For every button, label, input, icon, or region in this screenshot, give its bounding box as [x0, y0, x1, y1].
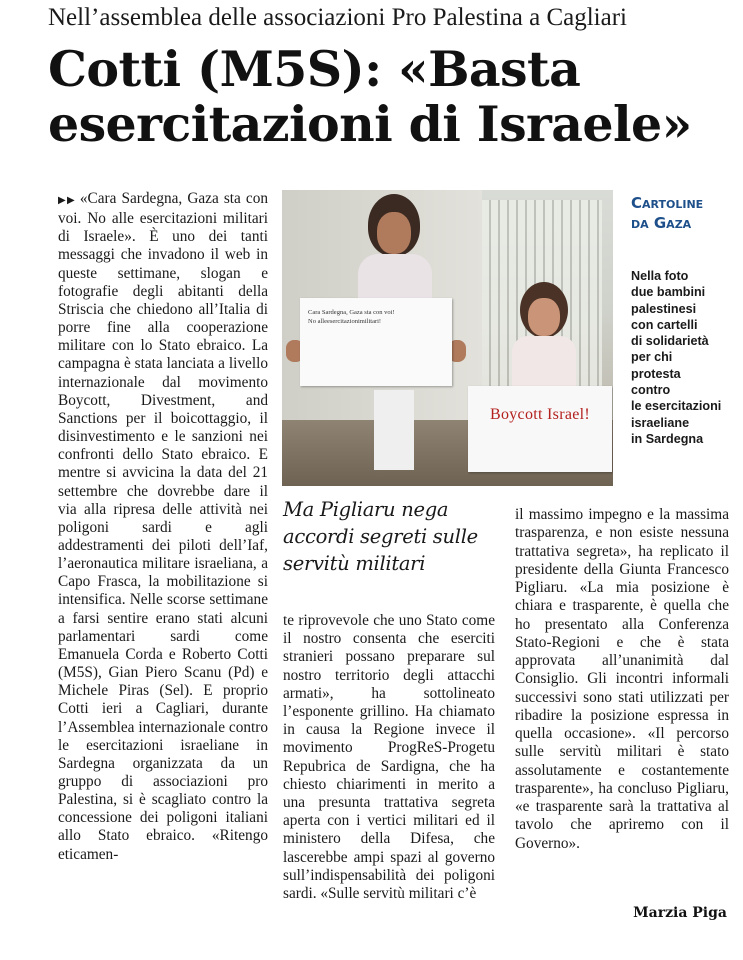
caption-line: israeliane: [631, 415, 690, 430]
headline-line-1: Cotti (M5S): «Basta: [48, 40, 581, 98]
column-1-text: «Cara Sardegna, Gaza sta con voi. No alle esercitazioni militari di Israele». È uno dei tanti messaggi che invadono il web in queste settimane, slogan e fotografie degli abitanti della Striscia che chiedono all’Italia di porre fine alla cooperazione militare con lo Stato ebraico. La campagna è stata lanciata a livello internazionale dal movimento Boycott, Divestment, and Sanctions per il boicottaggio, il disinvestimento e le sanzioni nei confronti dello Stato ebraico. E mentre si avvicina la data del 21 settembre che dovrebbe dare il via alla ripresa delle attività nei poligoni sardi e agli addestramenti dei piloti dell’Iaf, l’aeronautica militare israeliana, a Capo Frasca, la mobilitazione si intensifica. Nelle scorse settimane a farsi sentire erano stati alcuni parlamentari sardi come Emanuela Corda e Roberto Cotti (M5S), Gian Piero Scanu (Pd) e Michele Piras (Sel). E proprio Cotti ieri a Cagliari, durante l’Assemblea internazionale contro le esercitazioni israeliane in Sardegna organizzata da un gruppo di associazioni pro Palestina, si è scagliato contro la concessione dei poligoni italiani allo Stato ebraico. «Ritengo eticamen-: [58, 190, 268, 863]
article-headline: [48, 42, 738, 152]
article-column-3: il massimo impegno e la massima trasparenza, e non esiste nessuna trattativa segreta», ha replicato il presidente della Giunta Francesco Pigliaru. «La mia posizione è chiara e trasparente, è quella che ho presentato alla Conferenza Stato-Regioni e che è stata approvata all’unanimità dal Consiglio. Gli incontri informali successivi sono stati utilizzati per ribadire la posizione espressa in quella occasione». «Il percorso sulle servitù militari è stato assolutamente e costantemente trasparente», ha concluso Pigliaru, «e trasparente sarà la trattativa al tavolo che apriremo con il Governo».: [515, 506, 729, 852]
sign-boycott: [468, 386, 612, 472]
sidebar-title: [631, 193, 731, 233]
caption-line: le esercitazioni: [631, 399, 722, 414]
caption-line: contro: [631, 383, 671, 398]
double-arrow-icon: ▶▶: [58, 195, 76, 206]
sign-gaza-line-2: No alleesercitazionimilitari!: [308, 318, 382, 325]
caption-line: per chi: [631, 350, 673, 365]
caption-line: con cartelli: [631, 317, 698, 332]
child-2-face: [528, 298, 560, 336]
sidebar-title-line-2: da Gaza: [631, 214, 692, 232]
caption-line: di solidarietà: [631, 334, 709, 349]
sidebar-title-line-1: Cartoline: [631, 194, 704, 212]
caption-line: in Sardegna: [631, 431, 704, 446]
caption-line: palestinesi: [631, 301, 697, 316]
caption-line: Nella foto: [631, 269, 689, 283]
photo-caption: [631, 268, 736, 447]
headline-line-2: esercitazioni di Israele»: [48, 95, 692, 153]
sign-gaza: [300, 298, 452, 386]
article-kicker: Nell’assemblea delle associazioni Pro Palestina a Cagliari: [48, 4, 627, 31]
article-column-1: [58, 190, 268, 864]
child-1-face: [377, 212, 411, 254]
article-byline: Marzia Piga: [633, 905, 727, 921]
article-subhead: Ma Pigliaru nega accordi segreti sulle servitù militari: [283, 498, 478, 575]
caption-line: protesta: [631, 366, 681, 381]
article-column-2: te riprovevole che uno Stato come il nostro consenta che eserciti stranieri possano preparare sul nostro territorio degli attacchi armati», ha sottolineato l’esponente grillino. Ha chiamato in causa la Regione invece il movimento ProgReS-Progetu Repubrica de Sardigna, che ha chiesto chiarimenti in merito a una presunta trattativa segreta aperta con i vertici militari ed il ministero della Difesa, che lascerebbe ampi spazi al governo sull’indispensabilità dei poligoni sardi. «Sulle servitù militari c’è: [283, 612, 495, 903]
sign-boycott-text: Boycott Israel!: [489, 406, 591, 423]
child-1-legs: [374, 390, 414, 470]
caption-line: due bambini: [631, 285, 706, 300]
article-photo: [282, 190, 613, 486]
sign-gaza-line-1: Cara Sardegna, Gaza sta con voi!: [308, 309, 395, 316]
